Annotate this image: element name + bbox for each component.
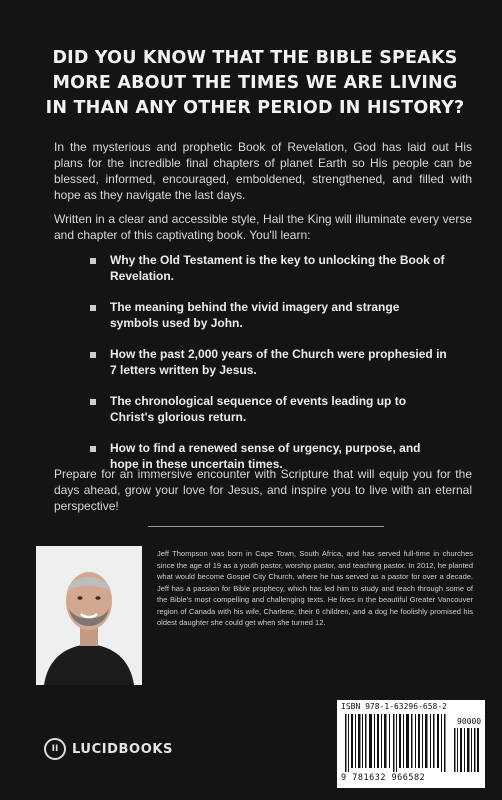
intro-paragraph: In the mysterious and prophetic Book of Revelation, God has laid out His plans for the incredible final chapters of planet Earth so His people can be blessed, informed, encouraged, emboldened, strengthened, and filled with hope as they navigate the last days.	[54, 140, 472, 202]
feature-list	[90, 253, 450, 488]
closing-paragraph: Prepare for an immersive encounter with Scripture that will equip you for the days ahead, grow your love for Jesus, and inspire you to live with an eternal perspective!	[54, 467, 472, 513]
bullet-icon	[90, 352, 96, 358]
list-item-text: How the past 2,000 years of the Church were prophesied in 7 letters written by Jesus.	[110, 347, 447, 377]
price-barcode-icon	[453, 728, 481, 772]
barcode-digits: 9 781632 966582	[341, 773, 426, 783]
isbn-label: ISBN 978-1-63296-658-2	[341, 702, 447, 711]
list-item-text: The chronological sequence of events leading up to Christ's glorious return.	[110, 394, 407, 424]
list-item	[90, 300, 450, 331]
price-code: 90000	[457, 717, 482, 726]
barcode-icon	[343, 714, 449, 772]
isbn-barcode	[337, 700, 485, 788]
list-item	[90, 347, 450, 378]
bullet-icon	[90, 399, 96, 405]
lead-paragraph: Written in a clear and accessible style, Hail the King will illuminate every verse and chapter of this captivating book. You'll learn:	[54, 212, 472, 242]
list-item	[90, 253, 450, 284]
publisher-name: LUCIDBOOKS	[72, 741, 173, 757]
list-item-text: The meaning behind the vivid imagery and strange symbols used by John.	[110, 300, 400, 330]
bullet-icon	[90, 305, 96, 311]
publisher-logo	[44, 738, 173, 760]
author-bio: Jeff Thompson was born in Cape Town, South Africa, and has served full-time in churches since the age of 19 as a youth pastor, worship pastor, and teaching pastor. In 2012, he planted what would become Gospel City Church, where he has served as a pastor for over a decade. Jeff has a passion for Bible prophecy, which has led him to study and teach through some of the Bible's most compelling and challenging texts. He lives in the beautiful Greater Vancouver region of Canada with his wife, Charlene, their 6 children, and a dog he foolishly promised his oldest daughter she could get when she turned 12.	[157, 549, 473, 627]
bullet-icon	[90, 258, 96, 264]
list-item-text: Why the Old Testament is the key to unlocking the Book of Revelation.	[110, 253, 445, 283]
publisher-logo-icon: II	[44, 738, 66, 760]
author-portrait-icon	[36, 546, 142, 685]
divider	[148, 526, 384, 527]
bullet-icon	[90, 446, 96, 452]
list-item	[90, 394, 450, 425]
author-photo	[36, 546, 142, 685]
headline: DID YOU KNOW THAT THE BIBLE SPEAKS MORE ABOUT THE TIMES WE ARE LIVING IN THAN ANY OTHER PERIOD IN HISTORY?	[45, 48, 465, 118]
list-item-text: How to find a renewed sense of urgency, purpose, and hope in these uncertain times.	[110, 441, 421, 471]
